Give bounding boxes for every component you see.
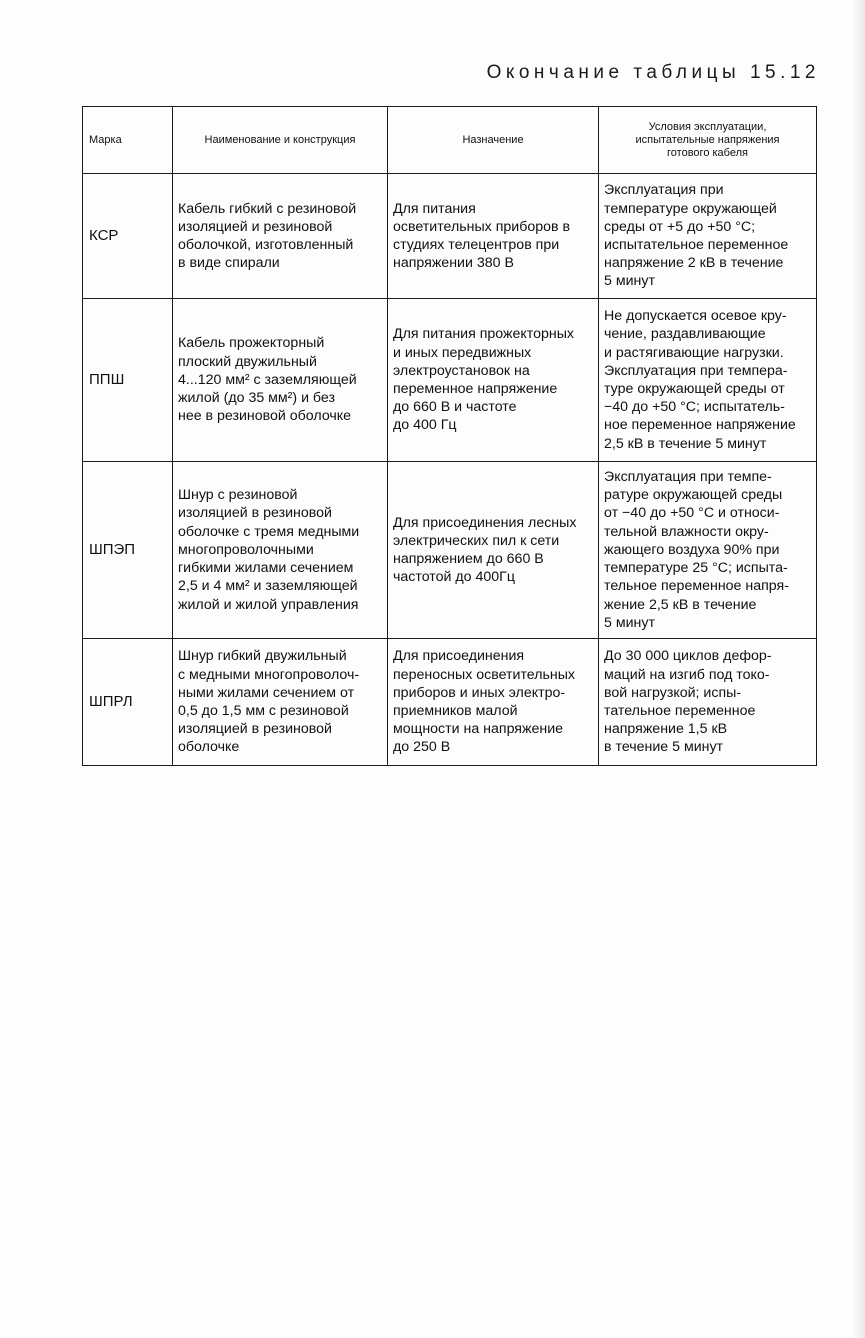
header-name: Наименование и конструкция — [173, 107, 388, 174]
header-conditions: Условия эксплуатации, испытательные напряжения готового кабеля — [599, 107, 817, 174]
book-spine-shadow — [851, 0, 865, 1338]
table-row — [83, 639, 817, 766]
cell-purpose: Для присоединения лесных электрических пил к сети напряжением до 660 В частотой до 400Гц — [388, 462, 599, 639]
cell-purpose: Для присоединения переносных осветительных приборов и иных электро- приемников малой мощности на напряжение до 250 В — [388, 639, 599, 766]
cell-conditions: Не допускается осевое кру- чение, раздавливающие и растягивающие нагрузки. Эксплуатация при темпера- туре окружающей среды от −40 до +50 °С; испытатель- ное переменное напряжение 2,5 кВ в течение 5 минут — [599, 299, 817, 462]
cell-mark: КСР — [83, 174, 173, 299]
cell-mark: ППШ — [83, 299, 173, 462]
cell-purpose: Для питания прожекторных и иных передвижных электроустановок на переменное напряжение до 660 В и частоте до 400 Гц — [388, 299, 599, 462]
cell-purpose: Для питания осветительных приборов в студиях телецентров при напряжении 380 В — [388, 174, 599, 299]
cell-name: Шнур с резиновой изоляцией в резиновой оболочке с тремя медными многопроволочными гибкими жилами сечением 2,5 и 4 мм² и заземляющей жилой и жилой управления — [173, 462, 388, 639]
cell-conditions: До 30 000 циклов дефор- маций на изгиб под токо- вой нагрузкой; испы- тательное переменное напряжение 1,5 кВ в течение 5 минут — [599, 639, 817, 766]
cell-name: Кабель гибкий с резиновой изоляцией и резиновой оболочкой, изготовленный в виде спирали — [173, 174, 388, 299]
table-row — [83, 299, 817, 462]
cable-spec-table — [82, 106, 817, 766]
header-mark: Марка — [83, 107, 173, 174]
cell-conditions: Эксплуатация при темпе- ратуре окружающей среды от −40 до +50 °С и относи- тельной влажности окру- жающего воздуха 90% при температуре 25 °С; испыта- тельное переменное напря- жение 2,5 кВ в течение 5 минут — [599, 462, 817, 639]
table-row — [83, 462, 817, 639]
table-header-row — [83, 107, 817, 174]
table-row — [83, 174, 817, 299]
cell-mark: ШПРЛ — [83, 639, 173, 766]
header-purpose: Назначение — [388, 107, 599, 174]
cell-conditions: Эксплуатация при температуре окружающей среды от +5 до +50 °С; испытательное переменное напряжение 2 кВ в течение 5 минут — [599, 174, 817, 299]
cell-name: Кабель прожекторный плоский двужильный 4...120 мм² с заземляющей жилой (до 35 мм²) и без нее в резиновой оболочке — [173, 299, 388, 462]
table-continuation-heading: Окончание таблицы 15.12 — [486, 62, 820, 83]
cell-mark: ШПЭП — [83, 462, 173, 639]
cell-name: Шнур гибкий двужильный с медными многопроволоч- ными жилами сечением от 0,5 до 1,5 мм с резиновой изоляцией в резиновой оболочке — [173, 639, 388, 766]
